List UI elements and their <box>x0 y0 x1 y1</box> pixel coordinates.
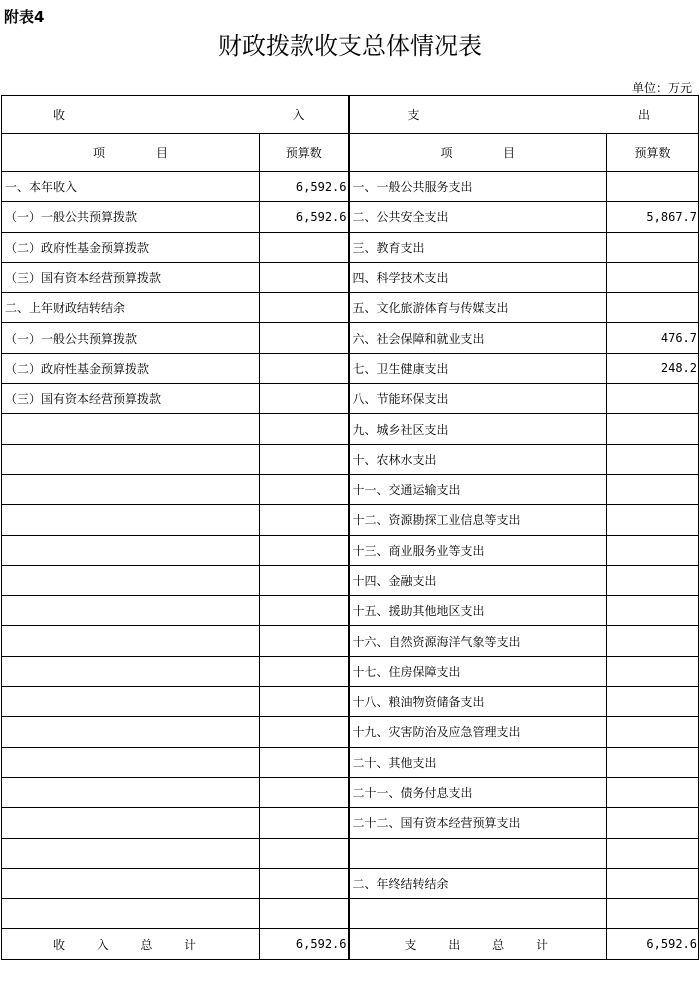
table-row <box>2 262 699 292</box>
income-header <box>2 96 349 134</box>
header-row-columns <box>2 134 699 172</box>
expense-header <box>349 96 699 134</box>
expense-value-cell: 476.7 <box>607 323 699 353</box>
income-value-cell <box>260 565 349 595</box>
income-value-cell: 6,592.6 <box>260 202 349 232</box>
expense-value-cell <box>607 777 699 807</box>
income-budget-header: 预算数 <box>260 134 349 172</box>
income-value-cell <box>260 899 349 929</box>
income-item-cell <box>2 535 260 565</box>
income-value-cell <box>260 777 349 807</box>
income-item-cell <box>2 414 260 444</box>
expense-value-cell: 5,867.7 <box>607 202 699 232</box>
expense-item-cell: 十五、援助其他地区支出 <box>349 596 607 626</box>
expense-item-cell: 十八、粮油物资储备支出 <box>349 687 607 717</box>
expense-total-char: 计 <box>535 937 548 952</box>
expense-item-cell: 十、农林水支出 <box>349 444 607 474</box>
expense-total-value: 6,592.6 <box>607 929 699 959</box>
table-row <box>2 808 699 838</box>
income-item-cell <box>2 687 260 717</box>
budget-table <box>1 95 699 960</box>
expense-item-cell: 二、年终结转结余 <box>349 868 607 898</box>
table-row <box>2 777 699 807</box>
income-item-header-char: 项 <box>93 146 106 160</box>
expense-item-cell: 十一、交通运输支出 <box>349 474 607 504</box>
income-item-header <box>2 134 260 172</box>
expense-budget-header: 预算数 <box>607 134 699 172</box>
expense-item-cell: 一、一般公共服务支出 <box>349 172 607 202</box>
income-value-cell <box>260 596 349 626</box>
table-row <box>2 323 699 353</box>
income-total-label <box>2 929 260 959</box>
expense-value-cell <box>607 899 699 929</box>
expense-item-cell: 十六、自然资源海洋气象等支出 <box>349 626 607 656</box>
expense-value-cell <box>607 717 699 747</box>
expense-value-cell <box>607 414 699 444</box>
table-row <box>2 747 699 777</box>
income-item-cell: （三）国有资本经营预算拨款 <box>2 262 260 292</box>
expense-value-cell <box>607 747 699 777</box>
expense-item-cell: 二十、其他支出 <box>349 747 607 777</box>
table-row <box>2 596 699 626</box>
income-item-cell <box>2 838 260 868</box>
expense-value-cell <box>607 565 699 595</box>
table-row <box>2 232 699 262</box>
expense-value-cell <box>607 232 699 262</box>
income-value-cell <box>260 656 349 686</box>
income-value-cell <box>260 262 349 292</box>
expense-item-header-char: 目 <box>502 146 515 160</box>
expense-total-char: 出 <box>448 937 461 952</box>
income-value-cell <box>260 444 349 474</box>
income-item-header-char: 目 <box>155 146 168 160</box>
table-row <box>2 838 699 868</box>
income-value-cell <box>260 323 349 353</box>
income-value-cell <box>260 293 349 323</box>
expense-value-cell <box>607 293 699 323</box>
income-value-cell <box>260 626 349 656</box>
totals-row <box>2 929 699 959</box>
expense-total-char: 支 <box>404 937 417 952</box>
income-value-cell <box>260 687 349 717</box>
expense-value-cell <box>607 384 699 414</box>
expense-value-cell <box>607 535 699 565</box>
table-row <box>2 717 699 747</box>
table-row <box>2 899 699 929</box>
expense-item-header-char: 项 <box>440 146 453 160</box>
expense-item-cell: 八、节能环保支出 <box>349 384 607 414</box>
expense-item-cell: 四、科学技术支出 <box>349 262 607 292</box>
expense-item-cell: 十七、住房保障支出 <box>349 656 607 686</box>
income-item-cell <box>2 777 260 807</box>
expense-item-cell <box>349 899 607 929</box>
table-row <box>2 868 699 898</box>
table-row <box>2 474 699 504</box>
expense-item-cell: 十二、资源勘探工业信息等支出 <box>349 505 607 535</box>
income-item-cell <box>2 505 260 535</box>
income-header-char: 收 <box>53 108 66 122</box>
income-item-cell: 二、上年财政结转结余 <box>2 293 260 323</box>
income-item-cell: （一）一般公共预算拨款 <box>2 323 260 353</box>
table-row <box>2 505 699 535</box>
unit-label: 单位：万元 <box>631 81 692 95</box>
income-total-char: 计 <box>183 937 196 952</box>
expense-item-cell: 三、教育支出 <box>349 232 607 262</box>
expense-header-char: 出 <box>637 108 650 122</box>
expense-item-cell: 六、社会保障和就业支出 <box>349 323 607 353</box>
expense-value-cell <box>607 868 699 898</box>
income-header-char: 入 <box>292 108 305 122</box>
income-item-cell: （二）政府性基金预算拨款 <box>2 232 260 262</box>
income-value-cell <box>260 838 349 868</box>
income-value-cell <box>260 384 349 414</box>
income-total-value: 6,592.6 <box>260 929 349 959</box>
expense-value-cell <box>607 505 699 535</box>
table-row <box>2 202 699 232</box>
income-value-cell <box>260 353 349 383</box>
income-value-cell: 6,592.6 <box>260 172 349 202</box>
expense-value-cell: 248.2 <box>607 353 699 383</box>
income-item-cell <box>2 565 260 595</box>
income-total-char: 收 <box>53 937 66 952</box>
income-value-cell <box>260 414 349 444</box>
income-item-cell: 一、本年收入 <box>2 172 260 202</box>
expense-item-cell: 二十一、债务付息支出 <box>349 777 607 807</box>
income-item-cell <box>2 717 260 747</box>
attachment-label: 附表4 <box>4 8 45 26</box>
income-value-cell <box>260 232 349 262</box>
income-value-cell <box>260 474 349 504</box>
income-item-cell: （二）政府性基金预算拨款 <box>2 353 260 383</box>
income-value-cell <box>260 868 349 898</box>
table-row <box>2 414 699 444</box>
expense-item-cell: 五、文化旅游体育与传媒支出 <box>349 293 607 323</box>
expense-value-cell <box>607 444 699 474</box>
income-item-cell: （三）国有资本经营预算拨款 <box>2 384 260 414</box>
income-total-char: 入 <box>96 937 109 952</box>
expense-item-cell: 十四、金融支出 <box>349 565 607 595</box>
income-total-char: 总 <box>140 937 153 952</box>
income-value-cell <box>260 717 349 747</box>
expense-total-char: 总 <box>492 937 505 952</box>
table-row <box>2 535 699 565</box>
expense-item-cell: 二、公共安全支出 <box>349 202 607 232</box>
expense-value-cell <box>607 596 699 626</box>
expense-item-header <box>349 134 607 172</box>
table-row <box>2 353 699 383</box>
table-row <box>2 687 699 717</box>
table-row <box>2 384 699 414</box>
income-item-cell <box>2 444 260 474</box>
income-item-cell <box>2 596 260 626</box>
expense-item-cell: 十九、灾害防治及应急管理支出 <box>349 717 607 747</box>
income-item-cell <box>2 474 260 504</box>
income-value-cell <box>260 505 349 535</box>
expense-value-cell <box>607 262 699 292</box>
expense-value-cell <box>607 808 699 838</box>
income-item-cell <box>2 868 260 898</box>
expense-value-cell <box>607 838 699 868</box>
table-row <box>2 172 699 202</box>
income-item-cell <box>2 808 260 838</box>
expense-item-cell: 九、城乡社区支出 <box>349 414 607 444</box>
table-row <box>2 656 699 686</box>
header-row-sections <box>2 96 699 134</box>
expense-value-cell <box>607 172 699 202</box>
expense-value-cell <box>607 687 699 717</box>
table-row <box>2 565 699 595</box>
expense-total-label <box>349 929 607 959</box>
table-row <box>2 626 699 656</box>
income-item-cell <box>2 747 260 777</box>
expense-value-cell <box>607 474 699 504</box>
expense-item-cell: 十三、商业服务业等支出 <box>349 535 607 565</box>
income-value-cell <box>260 808 349 838</box>
table-row <box>2 444 699 474</box>
expense-value-cell <box>607 626 699 656</box>
income-item-cell: （一）一般公共预算拨款 <box>2 202 260 232</box>
page-title: 财政拨款收支总体情况表 <box>218 32 482 60</box>
table-row <box>2 293 699 323</box>
expense-item-cell: 七、卫生健康支出 <box>349 353 607 383</box>
income-value-cell <box>260 535 349 565</box>
income-value-cell <box>260 747 349 777</box>
expense-header-char: 支 <box>407 108 420 122</box>
income-item-cell <box>2 899 260 929</box>
expense-value-cell <box>607 656 699 686</box>
expense-item-cell <box>349 838 607 868</box>
expense-item-cell: 二十二、国有资本经营预算支出 <box>349 808 607 838</box>
income-item-cell <box>2 626 260 656</box>
income-item-cell <box>2 656 260 686</box>
